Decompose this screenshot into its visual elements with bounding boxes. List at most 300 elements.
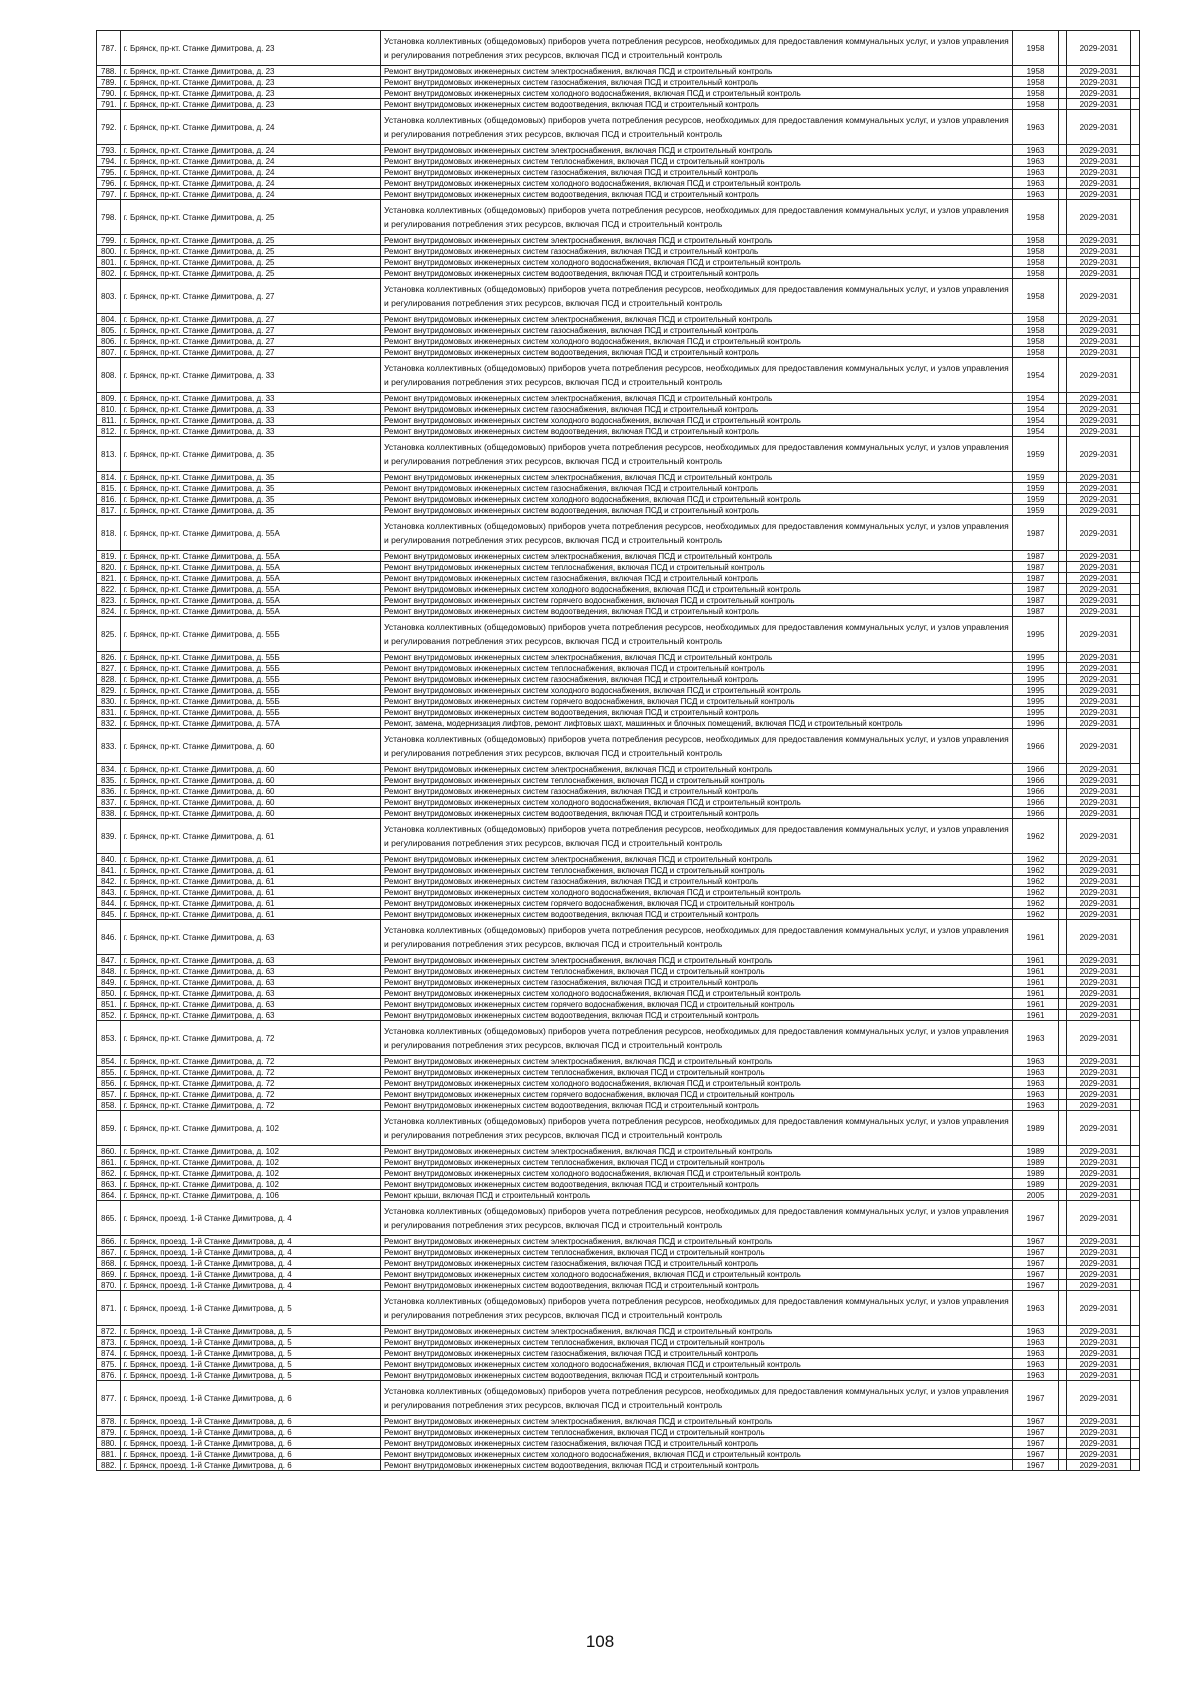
spacer-cell <box>1058 988 1067 999</box>
build-year-cell: 1963 <box>1013 110 1058 145</box>
address-cell: г. Брянск, пр-кт. Станке Димитрова, д. 102 <box>120 1111 380 1146</box>
address-cell: г. Брянск, пр-кт. Станке Димитрова, д. 25 <box>120 246 380 257</box>
build-year-cell: 1958 <box>1013 246 1058 257</box>
work-type-cell: Ремонт внутридомовых инженерных систем теплоснабжения, включая ПСД и строительный контроль <box>381 775 1013 786</box>
row-number: 877. <box>97 1381 121 1416</box>
row-number: 882. <box>97 1460 121 1471</box>
spacer-cell <box>1058 1201 1067 1236</box>
spacer-cell <box>1058 1291 1067 1326</box>
address-cell: г. Брянск, пр-кт. Станке Димитрова, д. 60 <box>120 808 380 819</box>
build-year-cell: 1967 <box>1013 1416 1058 1427</box>
planned-period-cell: 2029-2031 <box>1067 1021 1131 1056</box>
planned-period-cell: 2029-2031 <box>1067 999 1131 1010</box>
spacer-cell <box>1058 1337 1067 1348</box>
build-year-cell: 1954 <box>1013 415 1058 426</box>
planned-period-cell: 2029-2031 <box>1067 898 1131 909</box>
planned-period-cell: 2029-2031 <box>1067 1168 1131 1179</box>
work-type-cell: Установка коллективных (общедомовых) приборов учета потребления ресурсов, необходимых для предоставления коммунальных услуг, и узлов управления и регулирования потребления этих ресурсов, включая ПСД и строительный контроль <box>381 1291 1013 1326</box>
spacer-cell <box>1058 1078 1067 1089</box>
table-row <box>97 1179 1140 1190</box>
planned-period-cell: 2029-2031 <box>1067 674 1131 685</box>
work-type-cell: Ремонт внутридомовых инженерных систем электроснабжения, включая ПСД и строительный контроль <box>381 1326 1013 1337</box>
spacer-cell <box>1131 652 1140 663</box>
spacer-cell <box>1058 347 1067 358</box>
work-type-cell: Ремонт внутридомовых инженерных систем газоснабжения, включая ПСД и строительный контроль <box>381 325 1013 336</box>
address-cell: г. Брянск, пр-кт. Станке Димитрова, д. 55А <box>120 606 380 617</box>
address-cell: г. Брянск, пр-кт. Станке Димитрова, д. 61 <box>120 909 380 920</box>
planned-period-cell: 2029-2031 <box>1067 483 1131 494</box>
spacer-cell <box>1131 999 1140 1010</box>
address-cell: г. Брянск, пр-кт. Станке Димитрова, д. 35 <box>120 505 380 516</box>
table-row <box>97 145 1140 156</box>
build-year-cell: 1967 <box>1013 1247 1058 1258</box>
build-year-cell: 1963 <box>1013 156 1058 167</box>
spacer-cell <box>1058 797 1067 808</box>
build-year-cell: 1967 <box>1013 1427 1058 1438</box>
work-type-cell: Ремонт внутридомовых инженерных систем водоотведения, включая ПСД и строительный контроль <box>381 1010 1013 1021</box>
spacer-cell <box>1131 685 1140 696</box>
row-number: 856. <box>97 1078 121 1089</box>
address-cell: г. Брянск, пр-кт. Станке Димитрова, д. 61 <box>120 876 380 887</box>
work-type-cell: Ремонт внутридомовых инженерных систем газоснабжения, включая ПСД и строительный контроль <box>381 404 1013 415</box>
work-type-cell: Ремонт внутридомовых инженерных систем холодного водоснабжения, включая ПСД и строительный контроль <box>381 685 1013 696</box>
address-cell: г. Брянск, пр-кт. Станке Димитрова, д. 25 <box>120 200 380 235</box>
spacer-cell <box>1058 707 1067 718</box>
address-cell: г. Брянск, пр-кт. Станке Димитрова, д. 25 <box>120 235 380 246</box>
planned-period-cell: 2029-2031 <box>1067 1236 1131 1247</box>
spacer-cell <box>1058 268 1067 279</box>
work-type-cell: Ремонт внутридомовых инженерных систем холодного водоснабжения, включая ПСД и строительный контроль <box>381 1168 1013 1179</box>
planned-period-cell: 2029-2031 <box>1067 1438 1131 1449</box>
planned-period-cell: 2029-2031 <box>1067 437 1131 472</box>
spacer-cell <box>1131 663 1140 674</box>
work-type-cell: Ремонт внутридомовых инженерных систем водоотведения, включая ПСД и строительный контроль <box>381 99 1013 110</box>
work-type-cell: Ремонт внутридомовых инженерных систем холодного водоснабжения, включая ПСД и строительный контроль <box>381 988 1013 999</box>
planned-period-cell: 2029-2031 <box>1067 516 1131 551</box>
table-row <box>97 595 1140 606</box>
row-number: 804. <box>97 314 121 325</box>
address-cell: г. Брянск, проезд. 1-й Станке Димитрова, д. 6 <box>120 1438 380 1449</box>
build-year-cell: 1967 <box>1013 1280 1058 1291</box>
spacer-cell <box>1131 1460 1140 1471</box>
spacer-cell <box>1131 1258 1140 1269</box>
planned-period-cell: 2029-2031 <box>1067 1337 1131 1348</box>
address-cell: г. Брянск, пр-кт. Станке Димитрова, д. 25 <box>120 268 380 279</box>
row-number: 849. <box>97 977 121 988</box>
address-cell: г. Брянск, пр-кт. Станке Димитрова, д. 61 <box>120 887 380 898</box>
build-year-cell: 1966 <box>1013 729 1058 764</box>
row-number: 836. <box>97 786 121 797</box>
row-number: 876. <box>97 1370 121 1381</box>
work-type-cell: Ремонт внутридомовых инженерных систем водоотведения, включая ПСД и строительный контроль <box>381 808 1013 819</box>
table-row <box>97 1190 1140 1201</box>
planned-period-cell: 2029-2031 <box>1067 336 1131 347</box>
spacer-cell <box>1131 200 1140 235</box>
build-year-cell: 2005 <box>1013 1190 1058 1201</box>
build-year-cell: 1958 <box>1013 88 1058 99</box>
table-row <box>97 920 1140 955</box>
spacer-cell <box>1131 437 1140 472</box>
table-row <box>97 674 1140 685</box>
spacer-cell <box>1058 1370 1067 1381</box>
spacer-cell <box>1058 1168 1067 1179</box>
table-row <box>97 1168 1140 1179</box>
address-cell: г. Брянск, пр-кт. Станке Димитрова, д. 24 <box>120 156 380 167</box>
spacer-cell <box>1058 1381 1067 1416</box>
spacer-cell <box>1058 718 1067 729</box>
spacer-cell <box>1058 437 1067 472</box>
table-row <box>97 404 1140 415</box>
work-type-cell: Ремонт внутридомовых инженерных систем теплоснабжения, включая ПСД и строительный контроль <box>381 865 1013 876</box>
build-year-cell: 1958 <box>1013 347 1058 358</box>
table-row <box>97 505 1140 516</box>
build-year-cell: 1962 <box>1013 865 1058 876</box>
build-year-cell: 1958 <box>1013 336 1058 347</box>
spacer-cell <box>1058 617 1067 652</box>
table-row <box>97 1326 1140 1337</box>
planned-period-cell: 2029-2031 <box>1067 472 1131 483</box>
row-number: 867. <box>97 1247 121 1258</box>
row-number: 835. <box>97 775 121 786</box>
page-number: 108 <box>585 1632 615 1651</box>
spacer-cell <box>1058 415 1067 426</box>
table-row <box>97 797 1140 808</box>
table-row <box>97 110 1140 145</box>
planned-period-cell: 2029-2031 <box>1067 1359 1131 1370</box>
work-type-cell: Ремонт, замена, модернизация лифтов, ремонт лифтовых шахт, машинных и блочных помещений, включая ПСД и строительный контроль <box>381 718 1013 729</box>
address-cell: г. Брянск, пр-кт. Станке Димитрова, д. 24 <box>120 110 380 145</box>
address-cell: г. Брянск, проезд. 1-й Станке Димитрова, д. 6 <box>120 1449 380 1460</box>
row-number: 795. <box>97 167 121 178</box>
planned-period-cell: 2029-2031 <box>1067 246 1131 257</box>
address-cell: г. Брянск, проезд. 1-й Станке Димитрова, д. 4 <box>120 1280 380 1291</box>
row-number: 834. <box>97 764 121 775</box>
spacer-cell <box>1131 920 1140 955</box>
address-cell: г. Брянск, пр-кт. Станке Димитрова, д. 63 <box>120 999 380 1010</box>
build-year-cell: 1954 <box>1013 393 1058 404</box>
address-cell: г. Брянск, пр-кт. Станке Димитрова, д. 55Б <box>120 696 380 707</box>
spacer-cell <box>1058 819 1067 854</box>
address-cell: г. Брянск, пр-кт. Станке Димитрова, д. 63 <box>120 977 380 988</box>
table-row <box>97 88 1140 99</box>
planned-period-cell: 2029-2031 <box>1067 393 1131 404</box>
spacer-cell <box>1058 1269 1067 1280</box>
spacer-cell <box>1058 1247 1067 1258</box>
work-type-cell: Ремонт внутридомовых инженерных систем водоотведения, включая ПСД и строительный контроль <box>381 1179 1013 1190</box>
spacer-cell <box>1131 898 1140 909</box>
spacer-cell <box>1131 1269 1140 1280</box>
row-number: 869. <box>97 1269 121 1280</box>
planned-period-cell: 2029-2031 <box>1067 314 1131 325</box>
table-row <box>97 1427 1140 1438</box>
spacer-cell <box>1058 808 1067 819</box>
spacer-cell <box>1131 1359 1140 1370</box>
row-number: 851. <box>97 999 121 1010</box>
address-cell: г. Брянск, пр-кт. Станке Димитрова, д. 72 <box>120 1100 380 1111</box>
row-number: 811. <box>97 415 121 426</box>
work-type-cell: Ремонт внутридомовых инженерных систем водоотведения, включая ПСД и строительный контроль <box>381 1280 1013 1291</box>
work-type-cell: Ремонт внутридомовых инженерных систем газоснабжения, включая ПСД и строительный контроль <box>381 1258 1013 1269</box>
planned-period-cell: 2029-2031 <box>1067 685 1131 696</box>
build-year-cell: 1959 <box>1013 437 1058 472</box>
planned-period-cell: 2029-2031 <box>1067 1078 1131 1089</box>
build-year-cell: 1961 <box>1013 999 1058 1010</box>
spacer-cell <box>1058 674 1067 685</box>
planned-period-cell: 2029-2031 <box>1067 977 1131 988</box>
work-type-cell: Ремонт внутридомовых инженерных систем холодного водоснабжения, включая ПСД и строительный контроль <box>381 1269 1013 1280</box>
row-number: 820. <box>97 562 121 573</box>
table-row <box>97 887 1140 898</box>
work-type-cell: Ремонт внутридомовых инженерных систем электроснабжения, включая ПСД и строительный контроль <box>381 1146 1013 1157</box>
table-row <box>97 156 1140 167</box>
work-type-cell: Ремонт внутридомовых инженерных систем водоотведения, включая ПСД и строительный контроль <box>381 1370 1013 1381</box>
build-year-cell: 1961 <box>1013 977 1058 988</box>
spacer-cell <box>1058 663 1067 674</box>
work-type-cell: Установка коллективных (общедомовых) приборов учета потребления ресурсов, необходимых для предоставления коммунальных услуг, и узлов управления и регулирования потребления этих ресурсов, включая ПСД и строительный контроль <box>381 1381 1013 1416</box>
table-row <box>97 483 1140 494</box>
table-row <box>97 955 1140 966</box>
table-row <box>97 1337 1140 1348</box>
work-type-cell: Ремонт внутридомовых инженерных систем водоотведения, включая ПСД и строительный контроль <box>381 707 1013 718</box>
build-year-cell: 1966 <box>1013 775 1058 786</box>
table-row <box>97 1146 1140 1157</box>
planned-period-cell: 2029-2031 <box>1067 988 1131 999</box>
table-row <box>97 77 1140 88</box>
build-year-cell: 1963 <box>1013 189 1058 200</box>
address-cell: г. Брянск, пр-кт. Станке Димитрова, д. 72 <box>120 1056 380 1067</box>
table-row <box>97 865 1140 876</box>
address-cell: г. Брянск, проезд. 1-й Станке Димитрова, д. 4 <box>120 1201 380 1236</box>
spacer-cell <box>1058 257 1067 268</box>
row-number: 865. <box>97 1201 121 1236</box>
address-cell: г. Брянск, проезд. 1-й Станке Димитрова, д. 5 <box>120 1359 380 1370</box>
row-number: 839. <box>97 819 121 854</box>
planned-period-cell: 2029-2031 <box>1067 584 1131 595</box>
spacer-cell <box>1058 595 1067 606</box>
work-type-cell: Ремонт внутридомовых инженерных систем теплоснабжения, включая ПСД и строительный контроль <box>381 966 1013 977</box>
work-type-cell: Ремонт внутридомовых инженерных систем электроснабжения, включая ПСД и строительный контроль <box>381 66 1013 77</box>
table-row <box>97 707 1140 718</box>
table-row <box>97 1236 1140 1247</box>
planned-period-cell: 2029-2031 <box>1067 1280 1131 1291</box>
table-row <box>97 808 1140 819</box>
table-row <box>97 584 1140 595</box>
spacer-cell <box>1131 314 1140 325</box>
spacer-cell <box>1058 494 1067 505</box>
row-number: 881. <box>97 1449 121 1460</box>
work-type-cell: Ремонт внутридомовых инженерных систем газоснабжения, включая ПСД и строительный контроль <box>381 876 1013 887</box>
row-number: 868. <box>97 1258 121 1269</box>
build-year-cell: 1966 <box>1013 786 1058 797</box>
address-cell: г. Брянск, пр-кт. Станке Димитрова, д. 102 <box>120 1179 380 1190</box>
spacer-cell <box>1131 1010 1140 1021</box>
spacer-cell <box>1058 279 1067 314</box>
spacer-cell <box>1058 685 1067 696</box>
row-number: 798. <box>97 200 121 235</box>
spacer-cell <box>1058 955 1067 966</box>
table-row <box>97 178 1140 189</box>
work-type-cell: Ремонт внутридомовых инженерных систем горячего водоснабжения, включая ПСД и строительный контроль <box>381 898 1013 909</box>
spacer-cell <box>1131 1021 1140 1056</box>
planned-period-cell: 2029-2031 <box>1067 358 1131 393</box>
spacer-cell <box>1131 494 1140 505</box>
spacer-cell <box>1131 404 1140 415</box>
spacer-cell <box>1058 110 1067 145</box>
table-row <box>97 472 1140 483</box>
address-cell: г. Брянск, пр-кт. Станке Димитрова, д. 55Б <box>120 674 380 685</box>
row-number: 806. <box>97 336 121 347</box>
row-number: 870. <box>97 1280 121 1291</box>
work-type-cell: Ремонт внутридомовых инженерных систем водоотведения, включая ПСД и строительный контроль <box>381 189 1013 200</box>
spacer-cell <box>1058 920 1067 955</box>
row-number: 802. <box>97 268 121 279</box>
build-year-cell: 1963 <box>1013 167 1058 178</box>
spacer-cell <box>1058 66 1067 77</box>
table-row <box>97 415 1140 426</box>
work-type-cell: Ремонт внутридомовых инженерных систем водоотведения, включая ПСД и строительный контроль <box>381 505 1013 516</box>
row-number: 810. <box>97 404 121 415</box>
spacer-cell <box>1058 1416 1067 1427</box>
build-year-cell: 1989 <box>1013 1179 1058 1190</box>
table-row <box>97 437 1140 472</box>
spacer-cell <box>1058 1460 1067 1471</box>
row-number: 818. <box>97 516 121 551</box>
address-cell: г. Брянск, пр-кт. Станке Димитрова, д. 27 <box>120 325 380 336</box>
build-year-cell: 1963 <box>1013 145 1058 156</box>
planned-period-cell: 2029-2031 <box>1067 1247 1131 1258</box>
build-year-cell: 1963 <box>1013 1089 1058 1100</box>
row-number: 872. <box>97 1326 121 1337</box>
spacer-cell <box>1131 31 1140 66</box>
planned-period-cell: 2029-2031 <box>1067 235 1131 246</box>
work-type-cell: Ремонт внутридомовых инженерных систем электроснабжения, включая ПСД и строительный контроль <box>381 472 1013 483</box>
work-type-cell: Ремонт внутридомовых инженерных систем газоснабжения, включая ПСД и строительный контроль <box>381 977 1013 988</box>
spacer-cell <box>1058 854 1067 865</box>
spacer-cell <box>1131 909 1140 920</box>
address-cell: г. Брянск, проезд. 1-й Станке Димитрова, д. 6 <box>120 1427 380 1438</box>
spacer-cell <box>1058 31 1067 66</box>
spacer-cell <box>1131 1190 1140 1201</box>
address-cell: г. Брянск, пр-кт. Станке Димитрова, д. 27 <box>120 314 380 325</box>
row-number: 838. <box>97 808 121 819</box>
work-type-cell: Ремонт внутридомовых инженерных систем теплоснабжения, включая ПСД и строительный контроль <box>381 1157 1013 1168</box>
row-number: 832. <box>97 718 121 729</box>
build-year-cell: 1961 <box>1013 988 1058 999</box>
planned-period-cell: 2029-2031 <box>1067 347 1131 358</box>
work-type-cell: Ремонт внутридомовых инженерных систем газоснабжения, включая ПСД и строительный контроль <box>381 246 1013 257</box>
spacer-cell <box>1131 775 1140 786</box>
spacer-cell <box>1131 854 1140 865</box>
address-cell: г. Брянск, пр-кт. Станке Димитрова, д. 27 <box>120 336 380 347</box>
spacer-cell <box>1058 1021 1067 1056</box>
work-type-cell: Ремонт внутридомовых инженерных систем холодного водоснабжения, включая ПСД и строительный контроль <box>381 797 1013 808</box>
table-row <box>97 235 1140 246</box>
address-cell: г. Брянск, пр-кт. Станке Димитрова, д. 60 <box>120 786 380 797</box>
row-number: 852. <box>97 1010 121 1021</box>
build-year-cell: 1963 <box>1013 1056 1058 1067</box>
spacer-cell <box>1131 336 1140 347</box>
row-number: 800. <box>97 246 121 257</box>
spacer-cell <box>1131 1280 1140 1291</box>
table-row <box>97 764 1140 775</box>
planned-period-cell: 2029-2031 <box>1067 595 1131 606</box>
build-year-cell: 1967 <box>1013 1381 1058 1416</box>
table-body <box>97 31 1140 1471</box>
row-number: 873. <box>97 1337 121 1348</box>
work-type-cell: Ремонт внутридомовых инженерных систем электроснабжения, включая ПСД и строительный контроль <box>381 393 1013 404</box>
address-cell: г. Брянск, пр-кт. Станке Димитрова, д. 72 <box>120 1067 380 1078</box>
spacer-cell <box>1131 1291 1140 1326</box>
row-number: 797. <box>97 189 121 200</box>
build-year-cell: 1963 <box>1013 1337 1058 1348</box>
spacer-cell <box>1131 1370 1140 1381</box>
spacer-cell <box>1131 606 1140 617</box>
row-number: 859. <box>97 1111 121 1146</box>
row-number: 801. <box>97 257 121 268</box>
table-row <box>97 1157 1140 1168</box>
spacer-cell <box>1131 268 1140 279</box>
planned-period-cell: 2029-2031 <box>1067 955 1131 966</box>
row-number: 794. <box>97 156 121 167</box>
spacer-cell <box>1131 1416 1140 1427</box>
spacer-cell <box>1131 1111 1140 1146</box>
work-type-cell: Установка коллективных (общедомовых) приборов учета потребления ресурсов, необходимых для предоставления коммунальных услуг, и узлов управления и регулирования потребления этих ресурсов, включая ПСД и строительный контроль <box>381 819 1013 854</box>
planned-period-cell: 2029-2031 <box>1067 1449 1131 1460</box>
row-number: 833. <box>97 729 121 764</box>
address-cell: г. Брянск, проезд. 1-й Станке Димитрова, д. 6 <box>120 1460 380 1471</box>
spacer-cell <box>1131 99 1140 110</box>
spacer-cell <box>1058 729 1067 764</box>
spacer-cell <box>1058 200 1067 235</box>
work-type-cell: Ремонт внутридомовых инженерных систем электроснабжения, включая ПСД и строительный контроль <box>381 1056 1013 1067</box>
build-year-cell: 1963 <box>1013 1021 1058 1056</box>
row-number: 827. <box>97 663 121 674</box>
address-cell: г. Брянск, пр-кт. Станке Димитрова, д. 33 <box>120 393 380 404</box>
work-type-cell: Ремонт внутридомовых инженерных систем теплоснабжения, включая ПСД и строительный контроль <box>381 1247 1013 1258</box>
address-cell: г. Брянск, проезд. 1-й Станке Димитрова, д. 5 <box>120 1337 380 1348</box>
work-type-cell: Ремонт внутридомовых инженерных систем водоотведения, включая ПСД и строительный контроль <box>381 268 1013 279</box>
build-year-cell: 1958 <box>1013 268 1058 279</box>
build-year-cell: 1958 <box>1013 77 1058 88</box>
table-row <box>97 819 1140 854</box>
build-year-cell: 1995 <box>1013 617 1058 652</box>
address-cell: г. Брянск, пр-кт. Станке Димитрова, д. 35 <box>120 483 380 494</box>
row-number: 845. <box>97 909 121 920</box>
spacer-cell <box>1131 988 1140 999</box>
spacer-cell <box>1058 88 1067 99</box>
spacer-cell <box>1058 786 1067 797</box>
build-year-cell: 1961 <box>1013 955 1058 966</box>
table-row <box>97 66 1140 77</box>
planned-period-cell: 2029-2031 <box>1067 178 1131 189</box>
spacer-cell <box>1058 1236 1067 1247</box>
table-row <box>97 189 1140 200</box>
spacer-cell <box>1058 606 1067 617</box>
planned-period-cell: 2029-2031 <box>1067 920 1131 955</box>
planned-period-cell: 2029-2031 <box>1067 31 1131 66</box>
row-number: 879. <box>97 1427 121 1438</box>
spacer-cell <box>1058 887 1067 898</box>
spacer-cell <box>1058 1179 1067 1190</box>
build-year-cell: 1963 <box>1013 178 1058 189</box>
spacer-cell <box>1058 966 1067 977</box>
build-year-cell: 1967 <box>1013 1269 1058 1280</box>
spacer-cell <box>1058 505 1067 516</box>
spacer-cell <box>1058 1100 1067 1111</box>
row-number: 814. <box>97 472 121 483</box>
planned-period-cell: 2029-2031 <box>1067 88 1131 99</box>
work-type-cell: Ремонт внутридомовых инженерных систем электроснабжения, включая ПСД и строительный контроль <box>381 314 1013 325</box>
